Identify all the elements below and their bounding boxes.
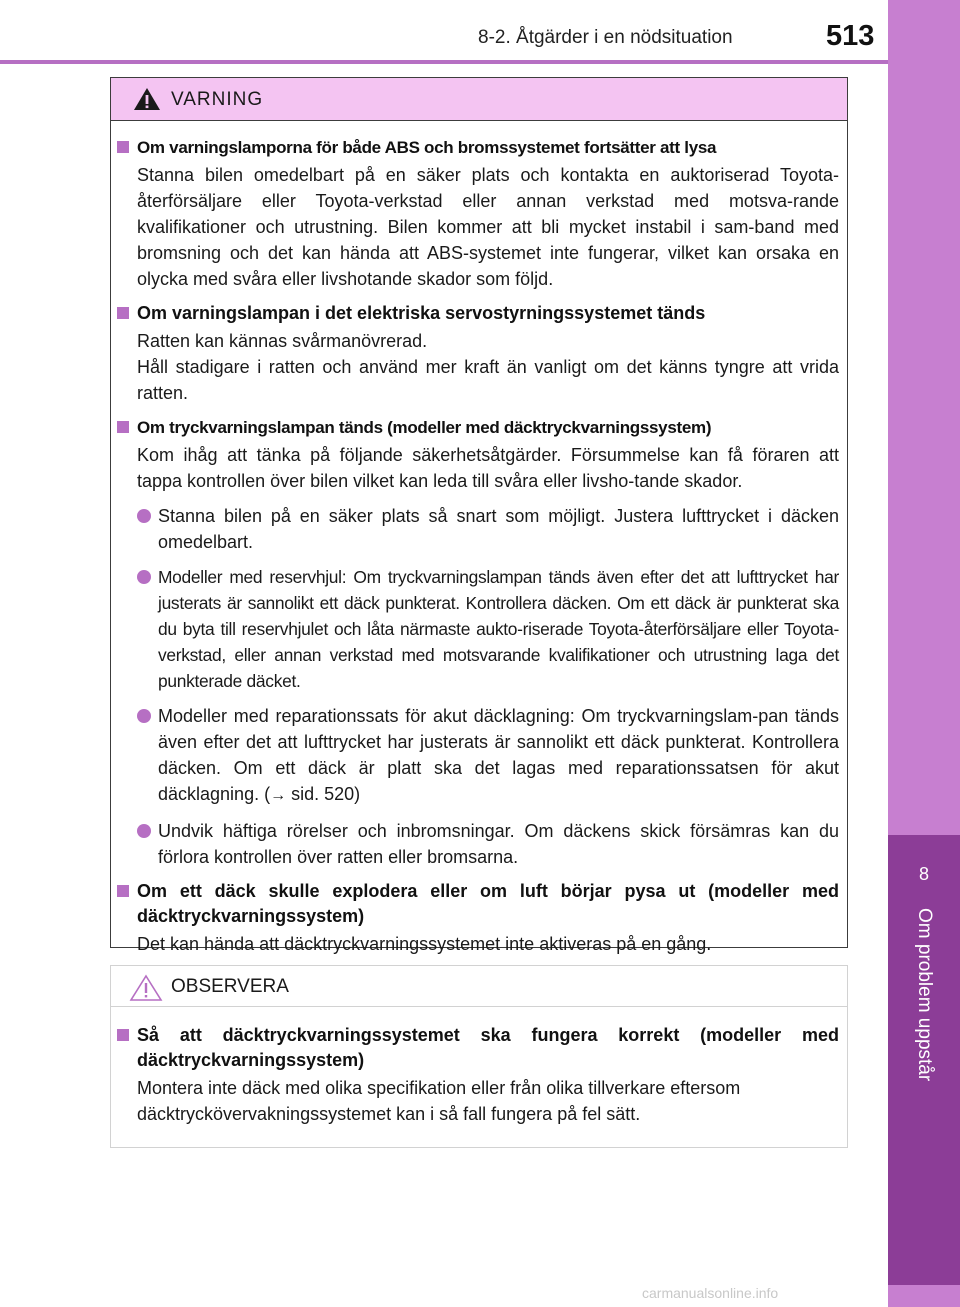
round-bullet-icon — [137, 709, 151, 723]
notice-heading: Så att däcktryckvarningssystemet ska fungera korrekt (modeller med däcktryckvarningssystem) — [111, 1023, 847, 1073]
warning-heading-burst: Om ett däck skulle explodera eller om luft börjar pysa ut (modeller med däcktryckvarningssystem) — [111, 879, 847, 929]
page-header — [0, 0, 888, 60]
notice-box — [110, 965, 848, 1148]
round-bullet-icon — [137, 824, 151, 838]
warning-box — [110, 77, 848, 954]
notice-title: OBSERVERA — [171, 976, 289, 997]
list-item: Stanna bilen på en säker plats så snart som möjligt. Justera lufttrycket i däcken omedelbart. — [111, 503, 847, 555]
warning-body-burst: Det kan hända att däcktryckvarningssystemet inte aktiveras på en gång. — [137, 934, 712, 954]
square-bullet-icon — [117, 307, 129, 319]
warning-triangle-icon — [133, 87, 161, 111]
chapter-title: Om problem uppstår — [914, 908, 935, 1082]
warning-heading-tpws: Om tryckvarningslampan tänds (modeller med däcktryckvarningssystem) — [111, 415, 847, 440]
chapter-number: 8 — [918, 864, 929, 884]
warning-heading-abs: Om varningslamporna för både ABS och bromssystemet fortsätter att lysa — [111, 135, 847, 160]
square-bullet-icon — [117, 1029, 129, 1041]
warning-body-eps: Ratten kan kännas svårmanövrerad. Håll stadigare i ratten och använd mer kraft än vanligt om det känns tyngre att vrida ratten. — [137, 331, 839, 403]
list-item: Modeller med reservhjul: Om tryckvarningslampan tänds även efter det att lufttrycket har justerats är sannolikt ett däck punkterat. Kontrollera däcken. Om ett däck är punkterat ska du byta till reservhjulet och låta närmaste aukto-riserade Toyota-återförsäljare eller Toyota-verkstad, eller annan verkstad med motsvarande kvalifikationer och utrustning laga det punkterade däcket. — [111, 564, 847, 694]
warning-body-abs: Stanna bilen omedelbart på en säker plats och kontakta en auktoriserad Toyota-återförsäljare eller Toyota-verkstad eller annan verkstad med motsva-rande kvalifikationer och utrustning. Bilen kommer att bli mycket instabil i sam-band med bromsning och det kan hända att ABS-systemet inte fungerar, vilket kan orsaka en olycka med svåra eller livshotande skador som följd. — [137, 165, 839, 289]
notice-body: Montera inte däck med olika specifikation eller från olika tillverkare eftersom däcktryckövervakningssystemet kan i så fall fungera på fel sätt. — [137, 1078, 741, 1124]
square-bullet-icon — [117, 885, 129, 897]
round-bullet-icon — [137, 570, 151, 584]
notice-triangle-icon — [129, 974, 163, 1002]
warning-heading-eps: Om varningslampan i det elektriska servostyrningssystemet tänds — [111, 301, 847, 326]
square-bullet-icon — [117, 421, 129, 433]
square-bullet-icon — [117, 141, 129, 153]
list-item: Modeller med reparationssats för akut däcklagning: Om tryckvarningslam-pan tänds även efter det att lufttrycket har justerats är sannolikt ett däck punkterat. Kontrollera däcken. Om ett däck är platt ska det lagas med reparationssatsen för akut däcklagning. (→ sid. 520) — [111, 703, 847, 809]
page-number: 513 — [826, 20, 875, 52]
warning-title: VARNING — [171, 89, 264, 110]
warning-header — [111, 78, 847, 121]
warning-body-tpws: Kom ihåg att tänka på följande säkerhetsåtgärder. Försummelse kan få föraren att tappa kontrollen över bilen vilket kan leda till svåra eller livsho-tande skador. — [137, 445, 839, 491]
list-item: Undvik häftiga rörelser och inbromsningar. Om däckens skick försämras kan du förlora kontrollen över ratten eller bromsarna. — [111, 818, 847, 870]
round-bullet-icon — [137, 509, 151, 523]
arrow-right-icon: → — [270, 787, 287, 804]
section-title: 8-2. Åtgärder i en nödsituation — [478, 27, 733, 48]
notice-header — [111, 966, 847, 1007]
footer-watermark: carmanualsonline.info — [642, 1285, 779, 1301]
header-divider — [0, 60, 888, 64]
